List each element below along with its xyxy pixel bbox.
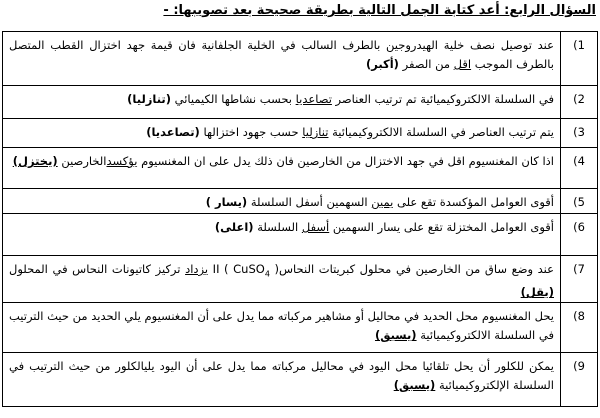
item-text: يحل المغنسيوم محل الحديد في محاليل أو مشاهير مركباته مما يدل على أن المغنسيوم يلي الحديد من حيث الترتيب في السلسلة الالكتروكيميائية (يسبق) xyxy=(3,303,561,353)
item-number: 2) xyxy=(561,86,598,119)
table-row xyxy=(3,214,598,256)
corrected-answer: (أكبر) xyxy=(365,57,399,71)
item-text: يمكن للكلور أن يحل تلقائيا محل اليود في محاليل مركباته مما يدل على أن اليود يليالكلور من حيث الترتيب في السلسلة الإلكتروكيميائية (يسبق) xyxy=(3,353,561,407)
table-row xyxy=(3,303,598,353)
corrected-answer: (تصاعديا) xyxy=(146,125,200,139)
item-number: 6) xyxy=(561,214,598,256)
table-row xyxy=(3,86,598,119)
table-row xyxy=(3,353,598,407)
question-title: السؤال الرابع: أعد كتابة الجمل التالية بطريقة صحيحة بعد تصويبها: - xyxy=(163,3,596,18)
item-text: عند توصيل نصف خلية الهيدروجين بالطرف السالب في الخلية الجلفانية فان قيمة جهد اختزال القطب المتصل بالطرف الموجب اقل من الصفر (أكبر) xyxy=(3,32,561,86)
item-text: أقوى العوامل المؤكسدة تقع على يمين السهمين أسفل السلسلة (يسار ) xyxy=(3,189,561,214)
item-text: يتم ترتيب العناصر في السلسلة الالكتروكيميائية تنازليا حسب جهود اختزالها (تصاعديا) xyxy=(3,119,561,148)
corrected-answer: (يختزل) xyxy=(12,154,58,168)
corrected-answer: (تنازليا) xyxy=(127,92,171,106)
item-number: 3) xyxy=(561,119,598,148)
item-number: 1) xyxy=(561,32,598,86)
corrected-answer: (يسار ) xyxy=(205,195,248,209)
corrected-answer: (اعلى) xyxy=(214,220,254,234)
item-text: أقوى العوامل المختزلة تقع على يسار السهمين أسفل السلسلة (اعلى) xyxy=(3,214,561,256)
item-number: 4) xyxy=(561,148,598,189)
corrected-answer: (يسبق) xyxy=(374,328,417,343)
table-row xyxy=(3,32,598,86)
corrected-answer: (يقل) xyxy=(520,285,554,300)
item-number: 9) xyxy=(561,353,598,407)
item-text: عند وضع ساق من الخارصين في محلول كبريتات النحاسII ( CuSO$_4$ ) يزداد تركيز كاتيونات النحاس في المحلول (يقل) xyxy=(3,256,561,303)
item-number: 5) xyxy=(561,189,598,214)
table-row xyxy=(3,256,598,303)
item-text: اذا كان المغنسيوم اقل في جهد الاختزال من الخارصين فان ذلك يدل على ان المغنسيوم يؤكسدالخارصين (يختزل) xyxy=(3,148,561,189)
table-row xyxy=(3,189,598,214)
table-row xyxy=(3,119,598,148)
item-text: في السلسلة الالكتروكيميائية تم ترتيب العناصر تصاعديا بحسب نشاطها الكيميائي (تنازليا) xyxy=(3,86,561,119)
item-number: 7) xyxy=(561,256,598,303)
questions-table xyxy=(2,31,598,407)
corrected-answer: (يسبق) xyxy=(393,378,436,393)
table-row xyxy=(3,148,598,189)
item-number: 8) xyxy=(561,303,598,353)
